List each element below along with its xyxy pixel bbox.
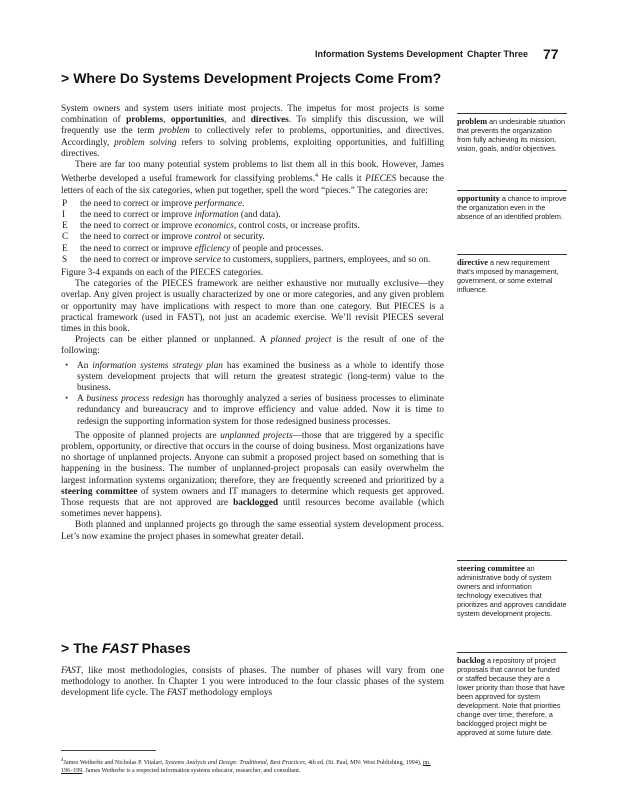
glossary-problem: [457, 113, 567, 153]
pieces-item: C the need to correct or improve control or security.: [62, 232, 265, 243]
section-heading-projects: [61, 70, 441, 86]
paragraph-impetus: System owners and system users initiate most projects. The impetus for most projects is some combination of problems, opportunities, and directives. To simplify this discussion, we will frequently use the term problem to collectively refer to problems, opportunities, and directives. Accordingly, problem solving refers to solving problems, exploiting opportunities, and fulfilling directives.: [61, 104, 445, 159]
pieces-item: E the need to correct or improve efficiency of people and processes.: [62, 243, 324, 254]
glossary-definition: a new requirement that’s imposed by management, government, or some external influence.: [457, 258, 559, 294]
paragraph-both-projects: Both planned and unplanned projects go through the same essential system development process. Let’s now examine the project phases in somewhat greater detail.: [61, 520, 444, 542]
paragraph-fast-phases: FAST, like most methodologies, consists of phases. The number of phases will vary from one methodology to another. In Chapter 1 you were introduced to the four classic phases of the system development life cycle. The FAST methodology employs: [61, 666, 444, 699]
bullet-item: • An information systems strategy plan has examined the business as a whole to identify those system development projects that will return the greatest strategic (long-term) value to the business.: [65, 360, 444, 393]
fast-heading-em: FAST: [101, 640, 138, 656]
glossary-definition: a repository of project proposals that cannot be funded or staffed because they are a lower priority than those that have been approved for system development. Note that priorities change over time; therefore, a backlogged project might be approved at some future date.: [457, 656, 565, 737]
pieces-item: S the need to correct or improve service to customers, suppliers, partners, employees, and so on.: [62, 254, 431, 265]
paragraph-planned: Projects can be either planned or unplanned. A planned project is the result of one of the following:: [61, 335, 444, 357]
header-section-title: Information Systems Development: [315, 49, 464, 59]
glossary-term: directive: [457, 258, 489, 267]
main-column-upper: [61, 104, 444, 543]
page-number: 77: [543, 46, 559, 62]
bullet-icon: •: [65, 360, 69, 371]
main-column-lower: [61, 666, 444, 700]
glossary-term: backlog: [457, 656, 485, 665]
glossary-definition: a chance to improve the organization even in the absence of an identified problem.: [457, 194, 567, 221]
glossary-steering-committee: [457, 560, 567, 618]
pieces-letter: E: [62, 243, 68, 254]
pieces-letter: S: [62, 254, 68, 265]
glossary-term: opportunity: [457, 194, 500, 203]
planned-bullet-list: [61, 361, 444, 428]
footnote-ref: 4: [314, 173, 318, 180]
header-chapter: Chapter Three: [467, 49, 529, 59]
pieces-letter: P: [62, 198, 68, 209]
footnote-page-link[interactable]: pp. 196–199: [61, 760, 431, 775]
running-header: [0, 46, 619, 62]
footnote-rule: [61, 750, 156, 751]
section-heading-text: Where Do Systems Development Projects Come From?: [73, 70, 442, 86]
pieces-letter: C: [62, 232, 69, 243]
glossary-backlog: [457, 652, 567, 737]
glossary-directive: [457, 254, 567, 294]
glossary-definition: an undesirable situation that prevents the organization from fully achieving its mission, vision, goals, and/or objectives.: [457, 117, 566, 153]
glossary-term: problem: [457, 117, 488, 126]
pieces-item: E the need to correct or improve economics, control costs, or increase profits.: [62, 221, 360, 232]
term-opportunities: opportunities: [170, 115, 225, 126]
term-backlogged: backlogged: [233, 498, 279, 508]
glossary-opportunity: [457, 190, 567, 221]
section-heading-fast-phases: > The FAST Phases: [61, 640, 191, 656]
paragraph-wetherbe: There are far too many potential system problems to list them all in this book. However, James Wetherbe developed a useful framework for classifying problems.$^4$ He calls it PIECES because the letters of each of the six categories, when put together, spell the word “pieces.” The categories are:: [61, 160, 444, 196]
section-marker: >: [61, 640, 70, 656]
glossary-term: steering committee: [457, 564, 525, 573]
term-steering-committee: steering committee: [61, 486, 138, 497]
section-marker: >: [61, 70, 70, 86]
term-problems: problems: [126, 115, 164, 126]
bullet-icon: •: [65, 394, 69, 405]
pieces-letter: I: [62, 209, 66, 220]
paragraph-unplanned: The opposite of planned projects are unplanned projects—those that are triggered by a specific problem, opportunity, or directive that occurs in the course of doing business. Most organizations have no shortage of unplanned projects. Anyone can submit a proposed project based on something that is happening in the business. The number of unplanned-project proposals can easily overwhelm the largest information systems organization; therefore, they are frequently screened and prioritized by a steering committee of system owners and IT managers to determine which requests get approved. Those requests that are not approved are backlogged until resources become available (which sometimes never happens).: [61, 430, 444, 520]
paragraph-figure-ref: Figure 3-4 expands on each of the PIECES categories.: [61, 267, 264, 278]
pieces-item: I the need to correct or improve information (and data).: [62, 209, 281, 220]
term-directives: directives: [250, 115, 289, 126]
pieces-list: [61, 199, 444, 266]
bullet-item: • A business process redesign has thoroughly analyzed a series of business processes to eliminate redundancy and bureaucracy and to improve efficiency and value added. Now it is time to redesign the supporting information system for those redesigned business processes.: [65, 394, 445, 427]
footnote: $^4$James Wetherbe and Nicholas P. Vitalari, Systems Analysis and Design: Traditional, Best Practices, 4th ed. (St. Paul, MN: West Publishing, 1994), pp. 196–199. James Wetherbe is a respected information systems educator, researcher, and consultant.: [61, 757, 431, 775]
pieces-letter: E: [62, 221, 68, 232]
paragraph-categories: The categories of the PIECES framework are neither exhaustive nor mutually exclusive—they overlap. Any given project is usually characterized by one or more categories, and any given problem or opportunity may have implications with respect to more than one category. But PIECES is a practical framework (used in FAST), not just an academic exercise. We’ll revisit PIECES several times in this book.: [61, 279, 444, 334]
glossary-definition: an administrative body of system owners and information technology executives that prioritizes and approves candidate system development projects.: [457, 564, 567, 618]
pieces-item: P the need to correct or improve performance.: [62, 198, 245, 209]
